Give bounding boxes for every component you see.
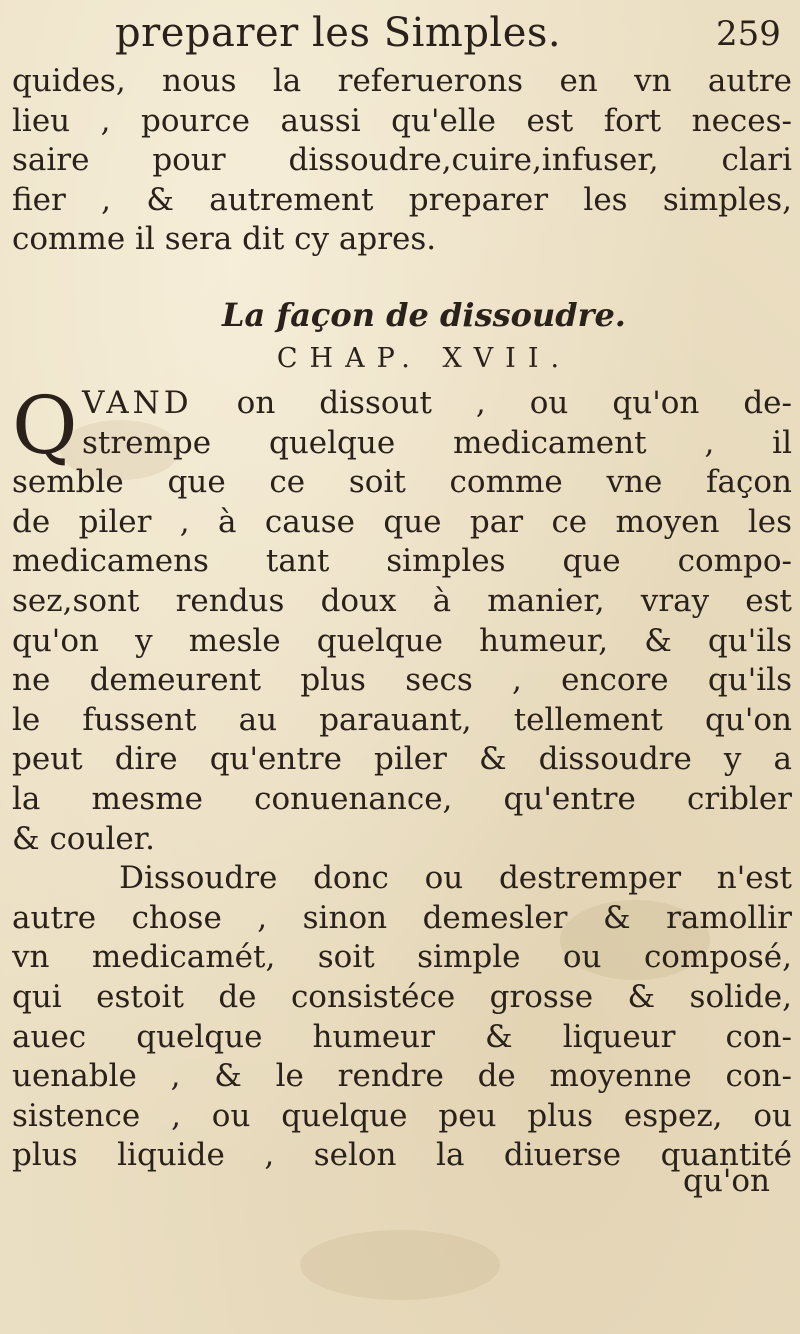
text-line: autre chose , sinon demesler & ramollir — [12, 899, 792, 936]
text-line: peut dire qu'entre piler & dissoudre y a — [12, 741, 792, 778]
chapter-title: La façon de dissoudre. — [222, 296, 626, 334]
text-line: ne demeurent plus secs , encore qu'ils — [12, 662, 792, 699]
text-line: strempe quelque medicament , il — [82, 424, 792, 461]
text-line: plus liquide , selon la diuerse quantité — [12, 1137, 792, 1174]
running-head — [0, 10, 800, 62]
text-line: fier , & autrement preparer les simples, — [12, 181, 792, 218]
chapter-number: CHAP. XVII. — [276, 343, 572, 374]
text-line: medicamens tant simples que compo- — [12, 543, 792, 580]
text-line: lieu , pource aussi qu'elle est fort neces- — [12, 102, 792, 139]
text-line: qu'on y mesle quelque humeur, & qu'ils — [12, 622, 792, 659]
text-line: qui estoit de consistéce grosse & solide, — [12, 978, 792, 1015]
text-line: comme il sera dit cy apres. — [12, 221, 437, 258]
text-line: semble que ce soit comme vne façon — [12, 464, 792, 501]
drop-cap: Q — [12, 379, 78, 472]
text-line: la mesme conuenance, qu'entre cribler — [12, 780, 792, 817]
text-line: saire pour dissoudre,cuire,infuser, clari — [12, 142, 792, 179]
text-line-first — [12, 384, 792, 424]
opening-word: VAND — [82, 385, 193, 421]
text-line: quides, nous la referuerons en vn autre — [12, 63, 792, 99]
text-line: le fussent au parauant, tellement qu'on — [12, 701, 792, 738]
page-number: 259 — [716, 14, 781, 54]
text-line: sistence , ou quelque peu plus espez, ou — [12, 1097, 792, 1134]
paper-stain — [300, 1230, 500, 1300]
first-line-text: on dissout , ou qu'on de- — [236, 385, 792, 421]
catchword: qu'on — [683, 1163, 770, 1199]
chapter-body — [12, 379, 792, 1176]
text-line: Dissoudre donc ou destremper n'est — [12, 860, 792, 897]
text-line: vn medicamét, soit simple ou composé, — [12, 939, 792, 976]
text-line: & couler. — [12, 820, 155, 857]
text-line: uenable , & le rendre de moyenne con- — [12, 1058, 792, 1095]
text-line: auec quelque humeur & liqueur con- — [12, 1018, 792, 1055]
text-line: de piler , à cause que par ce moyen les — [12, 503, 792, 540]
running-title: preparer les Simples. — [115, 10, 562, 56]
text-line: sez,sont rendus doux à manier, vray est — [12, 582, 792, 619]
previous-chapter-ending — [12, 62, 792, 260]
